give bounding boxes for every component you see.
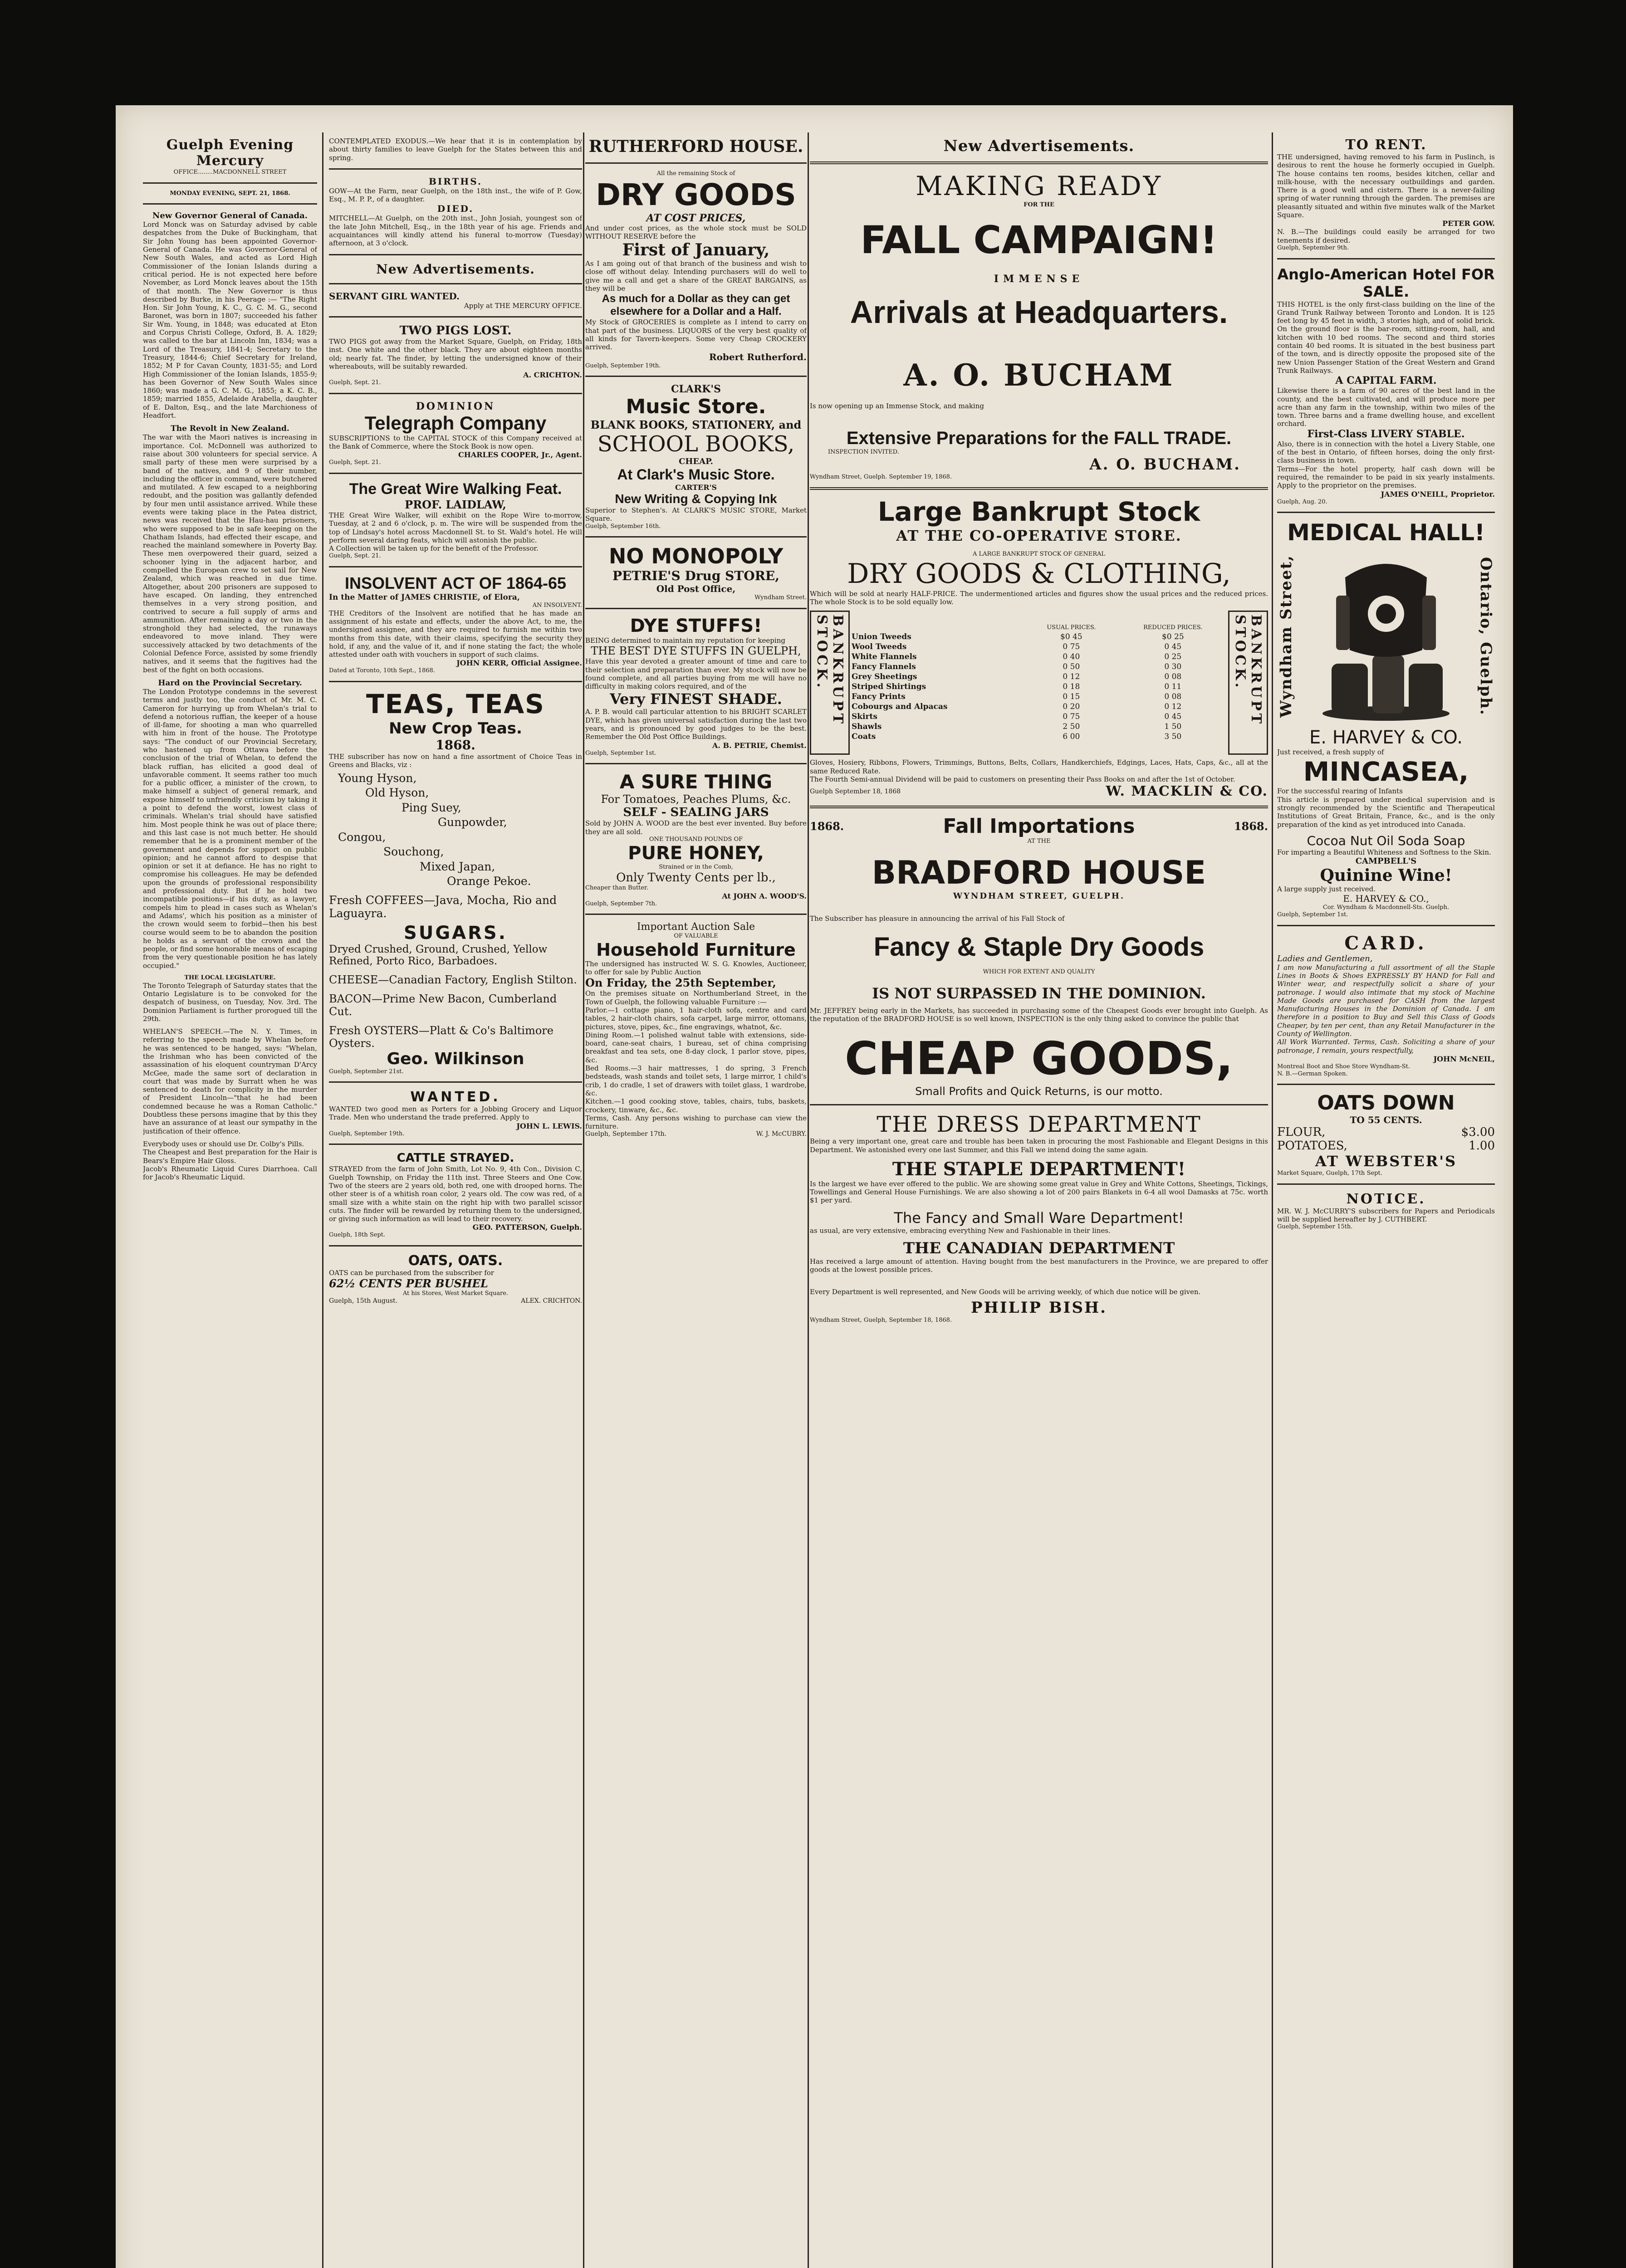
tea-item: Young Hyson,	[338, 771, 417, 785]
ad-body: A large supply just received.	[1277, 885, 1376, 894]
ad-date: Guelph, September 1st.	[585, 749, 656, 757]
ad-line: Fresh OYSTERS—Platt & Co's Baltimore Oysters.	[329, 1024, 553, 1050]
ad-body: I am now Manufacturing a full assortment of all the Staple Lines in Boots & Shoes EXPRESSLY BY HAND for Fall and Winter wear, and respectfully solicit a share of your patronage. I would also intimate that my stock of Machine Made Goods are purchased for CASH from the largest Manufacturing Houses in the Dominion of Canada. I am therefore in a position to Buy and Sell this Class of Goods Cheaper, by ten per cent, than any Retail Manufacturer in the County of Wellington.	[1277, 963, 1495, 1038]
article-body: The war with the Maori natives is increasing in importance. Col. McDonnell was authorized to raise about 300 volunteers for special service. A small party of these men were surprised by a band of the natives, and 9 of their number, including the officer in command, were butchered and mutilated. A few escaped to a neighboring redoubt, and the position was gallantly defended by four men until assistance arrived. While these events were taking place in the Patea district, news was received that the Hau-hau prisoners, who were supposed to be in safe keeping on the Chatham Islands, had effected their escape, and reached the mainland somewhere in Poverty Bay. These men overpowered their guard, seized a schooner lying in the adjacent harbor, and compelled the European crew to set sail for New Zealand, which was reached in due time. Altogether, about 200 prisoners are supposed to have escaped. On landing, they entrenched themselves in a very strong position, and contrived to secure a full supply of arms and ammunition. After remaining a day or two in the stronghold they had selected, the runaways endeavored to move inland. They were successively attacked by two detachments of the Colonial Defence Force, assisted by some friendly natives, and it seems that the fugitives had the best of the fight on both occasions.	[143, 433, 317, 674]
column-2	[329, 137, 582, 2268]
ad-body: A Collection will be taken up for the benefit of the Professor.	[329, 544, 539, 553]
ad-heading: AT THE CO-OPERATIVE STORE.	[896, 527, 1182, 545]
ad-heading: TO 55 CENTS.	[1350, 1114, 1422, 1126]
tea-item: Old Hyson,	[365, 786, 429, 800]
price-item: Skirts	[852, 712, 877, 722]
ad-title: Arrivals at Headquarters.	[850, 294, 1228, 330]
side-label: BANKRUPT STOCK.	[810, 611, 850, 755]
article-body: The London Prototype condemns in the severest terms and justly too, the conduct of Mr. M. C. Cameron for hurrying up from Whelan's trial to defend a notorious ruffian, the keeper of a house of ill-fame, for shooting a man who quarrelled with him in front of the house. The Prototype says: "The conduct of our Provincial Secretary, who hastened up from Ottawa before the conclusion of the trial of Whelan, to defend the black ruffian, has elicited a good deal of unfavorable comment. It seems rather too much for a public officer, a minister of the crown, to make himself a subject of general remark, and expose himself to unfriendly criticism by taking it a point to defend the worst, lowest class of criminals. Whelan's trial should have satisfied him. Most people think he was out of place there; and this last case is not much better. He should remember that he is a prominent member of the government and depends for support on public opinion; and he cannot afford to despise that opinion or set it at defiance. He has no right to compromise his colleagues. He may be defended upon the grounds of professional responsibility and professional duty. But if he hold two incompatible positions—if his duty, as a lawyer, compels him to plead in cases such as Whelan's and Adams', which his position as a minister of the crown would seem to forbid—then his best course would seem to be to abandon the position he holds as a servant of the crown and the people, or find some honorable means of escaping from the very questionable position he has lately occupied."	[143, 687, 317, 970]
ad-heading: CLARK'S	[671, 383, 721, 396]
ad-heading: CATTLE STRAYED.	[397, 1151, 514, 1165]
tea-item: Congou,	[338, 830, 386, 844]
ad-date: Guelph, September 9th.	[1277, 244, 1349, 251]
ad-title: DYE STUFFS!	[630, 615, 762, 636]
ad-line: BACON—Prime New Bacon, Cumberland Cut.	[329, 992, 557, 1018]
ad-title: SCHOOL BOOKS,	[597, 431, 795, 457]
ad-heading: IS NOT SURPASSED IN THE DOMINION.	[872, 984, 1206, 1002]
ad-heading: Cocoa Nut Oil Soda Soap	[1307, 833, 1465, 848]
dateline: MONDAY EVENING, SEPT. 21, 1868.	[170, 190, 290, 197]
ad-heading: On Friday, the 25th September,	[585, 976, 776, 990]
ad-heading: CHEAP.	[679, 457, 713, 467]
ad-heading: BLANK BOOKS, STATIONERY, and	[590, 418, 802, 432]
ad-signature: JAMES O'NEILL, Proprietor.	[1381, 489, 1495, 499]
ad-heading: In the Matter of JAMES CHRISTIE, of Elora,	[329, 593, 520, 602]
ad-date: Guelph, September 19th.	[329, 1130, 405, 1137]
ad-body: The Subscriber has pleasure in announcing the arrival of his Fall Stock of	[810, 914, 1065, 923]
ad-signature: JOHN KERR, Official Assignee.	[456, 659, 582, 668]
ad-body: Apply at THE MERCURY OFFICE.	[464, 301, 582, 310]
ad-body: THE Creditors of the Insolvent are notified that he has made an assignment of his estate and effects, under the above Act, to me, the undersigned assignee, and they are required to furnish me within two months from this date, with their claims, specifying the security they hold, if any, and the value of it, and if none stating the fact; the whole attested under oath with vouchers in support of such claims.	[329, 609, 582, 659]
ad-heading: A CAPITAL FARM.	[1335, 375, 1437, 387]
price-item: Grey Sheetings	[852, 672, 917, 682]
price-usual: 0 75	[1063, 642, 1080, 652]
table-row	[850, 662, 1228, 672]
ad-heading: WANTED.	[410, 1089, 501, 1105]
ad-body: All the remaining Stock of	[656, 170, 735, 177]
ad-body: OF VALUABLE	[674, 933, 718, 940]
price-reduced: 0 25	[1164, 652, 1182, 662]
ad-title: Household Furniture	[596, 939, 796, 960]
ad-title: NOTICE.	[1346, 1191, 1426, 1207]
table-row	[850, 712, 1228, 722]
tea-item: Ping Suey,	[402, 801, 461, 814]
ad-title: OATS DOWN	[1317, 1091, 1455, 1115]
ad-heading: As much for a Dollar as they can get elsewhere for a Dollar and a Half.	[602, 293, 790, 318]
ad-date: Guelph, September 17th.	[585, 1130, 667, 1138]
bankrupt-table-block	[810, 611, 1268, 755]
ad-signature: W. MACKLIN & CO.	[1106, 783, 1268, 800]
ad-body: For the successful rearing of Infants	[1277, 787, 1403, 796]
died-heading: DIED.	[437, 203, 474, 215]
ad-body: As I am going out of that branch of the business and wish to close off without delay. Intending purchasers will do well to give me a call and get a share of the GREAT BARGAINS, as they will be	[585, 259, 807, 293]
ad-title: MINCASEA,	[1303, 756, 1469, 787]
ad-date: Wyndham Street, Guelph, September 18, 1868.	[810, 1316, 952, 1324]
table-row	[850, 692, 1228, 702]
ad-body: MR. W. J. McCURRY'S subscribers for Papers and Periodicals will be supplied hereafter by J. CUTHBERT.	[1277, 1207, 1495, 1223]
ad-signature: CHARLES COOPER, Jr., Agent.	[458, 450, 582, 459]
ad-body: Mr. JEFFREY being early in the Markets, has succeeded in purchasing some of the Cheapest Goods ever brought into Guelph. As the reputation of the BRADFORD HOUSE is so well known, INSPECTION is the only thing asked to convince the public that	[810, 1006, 1268, 1023]
ad-heading: IMMENSE	[994, 273, 1084, 285]
ad-title: INSOLVENT ACT OF 1864-65	[344, 574, 567, 593]
ad-date: Guelph, September 1st.	[1277, 911, 1348, 919]
ad-heading: Important Auction Sale	[637, 921, 755, 933]
ad-signature: PHILIP BISH.	[971, 1298, 1107, 1317]
ad-body: ONE THOUSAND POUNDS OF	[649, 836, 743, 843]
ad-body: INSPECTION INVITED.	[828, 448, 899, 455]
ad-heading: New Crop Teas.	[389, 719, 522, 738]
ad-heading: Old Post Office,	[656, 583, 736, 595]
ad-body: TWO PIGS got away from the Market Square, Guelph, on Friday, 18th inst. One white and the other black. They are about eighteen months old; nearly fat. The finder, by letting the undersigned know of their whereabouts, will be suitably rewarded.	[329, 337, 582, 371]
ad-date: Guelph, September 19th.	[585, 362, 661, 369]
ad-date: Guelph, September 16th.	[585, 523, 661, 530]
ad-body: as usual, are very extensive, embracing everything New and Fashionable in their lines.	[810, 1226, 1111, 1235]
ad-body: Cor. Wyndham & Macdonnell-Sts. Guelph.	[1322, 904, 1450, 911]
ad-title: MAKING READY	[916, 171, 1162, 201]
ad-signature: At JOHN A. WOOD'S.	[722, 891, 807, 900]
ad-body: Being a very important one, great care and trouble has been taken in procuring the most Fashionable and Elegant Designs in this Department. We astonished every one last Summer, and this Fall we intend doing the same again.	[810, 1137, 1268, 1154]
price-usual: 0 12	[1063, 672, 1080, 682]
year-label: 1868.	[1234, 820, 1268, 833]
ad-heading: THE CANADIAN DEPARTMENT	[903, 1239, 1175, 1258]
price-item: Fancy Prints	[852, 692, 906, 702]
tea-item: Souchong,	[383, 845, 444, 859]
article-body: Lord Monck was on Saturday advised by cable despatches from the Duke of Buckingham, that Sir John Young has been appointed Governor-General of Canada. He was Governor-General of New South Wales, and acted as Lord High Commissioner of the Ionian Islands during a critical period. He is not expected here before November, as Lord Monck leaves about the 15th of that month. The New Governor is thus described by Burke, in his Peerage :— "The Right Hon. Sir John Young, K. C., G. C. M. G., second Baronet, was born in 1807; succeeded his father Sir Wm. Young, in 1848; was educated at Eton and Corpus Christi College, Oxford, B. A. 1829; was called to the bar at Lincoln Inn, 1834; was a Lord of the Treasury, 1841-4; Secretary to the Treasury, 1844-6; Chief Secretary for Ireland, 1852; M P for Cavan County, 1831-55; and Lord High Commissioner of the Ionian Islands, 1855-9; has been Governor of New South Wales since 1860; was made a G. C. M. G., 1855; a K. C. B., 1859; married 1855, Adelaide Arabella, daughter of E. Dalton, Esq., and the late Marchioness of Headfort.	[143, 220, 317, 420]
article-heading: New Governor General of Canada.	[152, 211, 308, 221]
section-heading: New Advertisements.	[943, 137, 1135, 155]
ad-body: The undersigned has instructed W. S. G. Knowles, Auctioneer, to offer for sale by Public Auction	[585, 959, 807, 977]
ad-title: NO MONOPOLY	[608, 544, 784, 569]
newspaper-page	[116, 105, 1513, 2268]
article-body: WHELAN'S SPEECH.—The N. Y. Times, in referring to the speech made by Whelan before he was sentenced to be hanged, says: "Whelan, the Irishman who has been convicted of the assassination of his eloquent countryman D'Arcy McGee, made the same sort of declaration in court that was made by Surratt when he was sentenced to death for complicity in the murder of President Lincoln—"that he had been condemned because he was a Roman Catholic." Doubtless these persons imagine that by this they have an assurance of at least our sympathy in the justification of their offence.	[143, 1027, 317, 1135]
ad-heading: THE DRESS DEPARTMENT	[877, 1112, 1201, 1138]
table-row	[850, 732, 1228, 742]
ad-title: Large Bankrupt Stock	[877, 496, 1200, 528]
column-rule	[583, 132, 584, 2268]
ad-heading: For Tomatoes, Peaches Plums, &c.	[601, 793, 791, 806]
masthead: Guelph Evening Mercury	[166, 137, 294, 169]
ad-date: Guelph, Sept. 21.	[329, 459, 381, 466]
price-reduced: 0 08	[1164, 692, 1182, 702]
price-item: Fancy Flannels	[852, 662, 916, 672]
article-body: The Toronto Telegraph of Saturday states that the Ontario Legislature is to be convoked for the despatch of business, on Tuesday, Nov. 3rd. The Dominion Parliament is further prorogued till the 29th.	[143, 981, 317, 1023]
ad-body: AT THE	[1027, 838, 1051, 845]
ad-body: Parlor.—1 cottage piano, 1 hair-cloth sofa, centre and card tables, 2 hair-cloth chairs, sofa carpet, large mirror, ottomans, pictures, stove, pipes, &c., fine engravings, whatnot, &c.	[585, 1006, 807, 1031]
article-heading: Hard on the Provincial Secretary.	[158, 678, 302, 688]
ad-date: Guelph, Aug. 20.	[1277, 498, 1327, 505]
ad-body: The Fourth Semi-annual Dividend will be paid to customers on presenting their Pass Books on and after the 1st of October.	[810, 775, 1235, 783]
side-label: BANKRUPT STOCK.	[1228, 611, 1268, 755]
tea-list	[329, 769, 582, 891]
price-item: Striped Shirtings	[852, 682, 926, 692]
ad-body: A. P. B. would call particular attention to his BRIGHT SCARLET DYE, which has given universal satisfaction during the last two years, and is pronounced by good judges to be the best. Remember the Old Post Office Buildings.	[585, 708, 807, 741]
ad-date: Wyndham Street, Guelph. September 19, 1868.	[810, 474, 952, 481]
ad-heading: SELF - SEALING JARS	[623, 806, 769, 820]
ad-title: Telegraph Company	[364, 412, 547, 434]
ad-heading: First of January,	[622, 240, 770, 260]
ad-date: Guelph, 15th August.	[329, 1297, 398, 1305]
ad-date: Guelph, Sept. 21.	[329, 379, 381, 386]
ad-body: Kitchen.—1 good cooking stove, tables, chairs, tubs, baskets, crockery, tinware, &c., &c.	[585, 1097, 807, 1114]
table-row	[850, 682, 1228, 692]
ad-heading: The Fancy and Small Ware Department!	[894, 1209, 1184, 1227]
article-body: The Cheapest and Best preparation for the Hair is Bears's Empire Hair Gloss.	[143, 1148, 317, 1165]
price-reduced: 0 08	[1164, 672, 1182, 682]
price-usual: 2 50	[1063, 722, 1080, 732]
ad-signature: W. J. McCUBRY.	[756, 1130, 807, 1138]
table-header: REDUCED PRICES.	[1143, 624, 1203, 631]
ad-body: STRAYED from the farm of John Smith, Lot No. 9, 4th Con., Division C, Guelph Township, on Friday the 11th inst. Three Steers and One Cow. Two of the steers are 2 years old, both red, one with drooped horns. The other steer is of a whitish roan color, 2 years old. The cow was red, of a small size with a white stain on the right hip with two parallel scissor cuts. The finder will be rewarded by returning them to the undersigned, or giving such information as will lead to their recovery.	[329, 1165, 582, 1223]
side-label: Ontario, Guelph.	[1477, 557, 1495, 716]
ad-heading: Ladies and Gentlemen,	[1277, 953, 1373, 963]
ad-heading: First-Class LIVERY STABLE.	[1307, 428, 1465, 440]
year-label: 1868.	[810, 820, 844, 833]
ad-body: Terms—For the hotel property, half cash down will be required, the remainder to be paid in six yearly instalments. Apply to the proprietor on the premises.	[1277, 464, 1495, 490]
column-4	[810, 137, 1268, 2268]
price-usual: 0 75	[1063, 712, 1080, 722]
price-item: Shawls	[852, 722, 882, 732]
ad-signature: Geo. Wilkinson	[387, 1049, 524, 1068]
column-rule	[1272, 132, 1273, 2268]
ad-signature: PETER GOW.	[1442, 219, 1495, 228]
ad-signature: ALEX. CRICHTON.	[521, 1297, 582, 1305]
ad-heading: THE STAPLE DEPARTMENT!	[892, 1158, 1186, 1180]
column-rule	[322, 132, 323, 2268]
ad-heading: Quinine Wine!	[1320, 866, 1452, 885]
ad-heading: Small Profits and Quick Returns, is our motto.	[915, 1085, 1163, 1098]
price-usual: $0 45	[1060, 632, 1082, 642]
ad-body: This article is prepared under medical supervision and is strongly recommended by the Scientific and Therapeutical Institutions of Great Britain, France, &c., and is the only preparation of the kind as yet introduced into Canada.	[1277, 795, 1495, 829]
table-row	[850, 652, 1228, 662]
side-label: Wyndham Street,	[1277, 555, 1295, 718]
ad-body: WHICH FOR EXTENT AND QUALITY	[983, 968, 1095, 976]
ad-body: Wyndham Street.	[754, 594, 807, 601]
ad-title: CHEAP GOODS,	[844, 1032, 1233, 1085]
price-usual: 0 15	[1063, 692, 1080, 702]
ad-title: A. O. BUCHAM	[903, 357, 1175, 393]
ad-body: Dining Room.—1 polished walnut table with extensions, side-board, cane-seat chairs, 1 bureau, set of china comprising breakfast and tea sets, one 8-day clock, 1 parlor stove, pipes, &c.	[585, 1031, 807, 1064]
ad-date: Guelph, September 7th.	[585, 900, 657, 907]
ad-date: Guelph, September 15th.	[1277, 1223, 1353, 1231]
death-notice: MITCHELL—At Guelph, on the 20th inst., John Josiah, youngest son of the late John Mitchell, Esq., in the 18th year of his age. Friends and acquaintances will kindly attend his funeral to-morrow (Tuesday) afternoon, at 3 o'clock.	[329, 214, 582, 248]
ad-title: FALL CAMPAIGN!	[860, 217, 1218, 262]
price-reduced: 3 50	[1164, 732, 1182, 742]
ad-date: Guelph, 18th Sept.	[329, 1232, 386, 1239]
ad-body: Terms, Cash. Any persons wishing to purchase can view the furniture.	[585, 1114, 807, 1131]
tea-item: Mixed Japan,	[420, 860, 495, 873]
column-3	[585, 137, 807, 2268]
article-body: Everybody uses or should use Dr. Colby's Pills.	[143, 1139, 304, 1148]
price-item: Wool Tweeds	[852, 642, 907, 652]
ad-date: Market Square, Guelph, 17th Sept.	[1277, 1170, 1382, 1177]
ad-body: BEING determined to maintain my reputation for keeping	[585, 636, 785, 645]
ad-title: BRADFORD HOUSE	[872, 854, 1206, 891]
office-line: OFFICE........MACDONNELL STREET	[173, 169, 287, 176]
ad-body: FOR THE	[1024, 201, 1054, 208]
ad-signature: Robert Rutherford.	[709, 351, 807, 362]
ad-body: Is now opening up an Immense Stock, and making	[810, 401, 984, 410]
article-heading: THE LOCAL LEGISLATURE.	[184, 974, 276, 982]
price-item: White Flannels	[852, 652, 917, 662]
ad-body: A LARGE BANKRUPT STOCK OF GENERAL	[972, 551, 1106, 558]
ad-heading: SUGARS.	[404, 922, 507, 943]
ad-body: On the premises situate on Northumberland Street, in the Town of Guelph, the following valuable Furniture :—	[585, 989, 807, 1006]
ad-body: At his Stores, West Market Square.	[402, 1290, 509, 1297]
price-reduced: 0 45	[1164, 642, 1182, 652]
ad-body: Which will be sold at nearly HALF-PRICE. The undermentioned articles and figures show the usual prices and the reduced prices. The whole Stock is to be sold equally low.	[810, 589, 1268, 606]
medical-hall-illustration	[1277, 546, 1495, 727]
column-1	[143, 137, 317, 2268]
table-row	[850, 722, 1228, 732]
ad-heading: New Writing & Copying Ink	[615, 492, 777, 506]
ad-title: DRY GOODS	[596, 177, 796, 212]
price-usual: 0 20	[1063, 702, 1080, 712]
ad-body: WANTED two good men as Porters for a Jobbing Grocery and Liquor Trade. Men who understand the trade preferred. Apply to	[329, 1105, 582, 1122]
ad-body: All Work Warranted. Terms, Cash. Soliciting a share of your patronage, I remain, yours respectfully,	[1277, 1038, 1495, 1055]
ad-signature: JOHN McNEIL,	[1433, 1054, 1495, 1063]
ad-line: Dryed Crushed, Ground, Crushed, Yellow Refined, Porto Rico, Barbadoes.	[329, 943, 548, 967]
price-usual: 0 50	[1063, 662, 1080, 672]
price-item: Cobourgs and Alpacas	[852, 702, 948, 712]
ad-body: Have this year devoted a greater amount of time and care to their selection and preparation than ever. My stock will now be found complete, and all parties buying from me will have no difficulty in making colors required, and of the	[585, 657, 807, 691]
ad-date: Guelph, September 21st.	[329, 1068, 404, 1075]
price-reduced: $0 25	[1161, 632, 1184, 642]
fall-importations-header	[810, 815, 1268, 838]
ad-price: 62½ CENTS PER BUSHEL	[329, 1277, 488, 1290]
price-usual: 6 00	[1063, 732, 1080, 742]
ad-title: Anglo-American Hotel FOR SALE.	[1277, 265, 1495, 300]
ad-title: RUTHERFORD HOUSE.	[588, 137, 803, 156]
ad-title: TEAS, TEAS	[366, 688, 545, 719]
ad-body: Strained or in the Comb,	[659, 864, 733, 871]
column-rule	[808, 132, 809, 2268]
ad-line: CHEESE—Canadian Factory, English Stilton.	[329, 973, 577, 986]
tea-item: Orange Pekoe.	[447, 875, 531, 888]
ad-body: Likewise there is a farm of 90 acres of the best land in the county, and the best cultivated, and will produce more per acre than any farm in the township, within two miles of the town. Three barns and a frame dwelling house, and excellent orchard.	[1277, 386, 1495, 428]
ad-body: THIS HOTEL is the only first-class building on the line of the Grand Trunk Railway between Toronto and London. It is 125 feet long by 45 feet in width, 3 stories high, and of solid brick. On the ground floor is the bar-room, sitting-room, hall, and kitchen with 10 bed rooms. The second and third stories contain 40 bed rooms. It is situated in the best business part of the town, and is directly opposite the proposed site of the new Union Passenger Station of the Great Western and Grand Trunk Railways.	[1277, 300, 1495, 375]
ad-title: PURE HONEY,	[628, 843, 764, 864]
ad-title: Fall Importations	[943, 815, 1135, 838]
apothecary-jars-icon	[1318, 550, 1454, 723]
ad-signature: JOHN L. LEWIS.	[516, 1121, 582, 1130]
ad-body: N. B.—German Spoken.	[1277, 1070, 1348, 1077]
ad-date: Guelph, Sept. 21.	[329, 552, 381, 560]
ad-heading: AT COST PRICES,	[646, 212, 746, 224]
ad-heading: 1868.	[436, 737, 475, 753]
price-item: Coats	[852, 732, 876, 742]
ad-heading: DOMINION	[416, 400, 495, 412]
ad-body: OATS can be purchased from the subscriber for	[329, 1269, 495, 1277]
price-item: Union Tweeds	[852, 632, 911, 642]
table-row	[850, 702, 1228, 712]
table-row	[850, 672, 1228, 682]
ad-line: Fresh COFFEES—Java, Mocha, Rio and Laguayra.	[329, 893, 557, 920]
news-item: CONTEMPLATED EXODUS.—We hear that it is in contemplation by about thirty families to leave Guelph for the States between this and spring.	[329, 137, 582, 162]
price-label: POTATOES,	[1277, 1139, 1347, 1153]
price-label: FLOUR,	[1277, 1125, 1326, 1139]
ad-title: Music Store.	[626, 395, 766, 419]
ad-heading: CAMPBELL'S	[1355, 856, 1417, 866]
ad-body: SUBSCRIPTIONS to the CAPITAL STOCK of this Company received at the Bank of Commerce, where the Stock Book is now open.	[329, 434, 582, 451]
births-heading: BIRTHS.	[428, 176, 482, 187]
price-reduced: 1 50	[1164, 722, 1182, 732]
ad-title: Fancy & Staple Dry Goods	[873, 932, 1205, 962]
ad-signature: A. B. PETRIE, Chemist.	[712, 741, 807, 750]
ad-signature: A. O. BUCHAM.	[1089, 455, 1241, 474]
ad-heading: THE BEST DYE STUFFS IN GUELPH,	[591, 645, 801, 658]
ad-title: MEDICAL HALL!	[1287, 519, 1485, 546]
ad-body: THE undersigned, having removed to his farm in Puslinch, is desirous to rent the house he formerly occupied in Guelph. The house contains ten rooms, besides kitchen, cellar and milk-house, with the necessary outbuildings and garden. There is a good well and cistern. There is a never-failing spring of water running through the garden. The premises are pleasantly situated and within five minutes walk of the Market Square.	[1277, 153, 1495, 220]
price-reduced: 0 45	[1164, 712, 1182, 722]
ad-body: Also, there is in connection with the hotel a Livery Stable, one of the best in Ontario, of fifteen horses, doing the only first-class business in town.	[1277, 440, 1495, 465]
ad-heading: AT WEBSTER'S	[1315, 1153, 1457, 1170]
ad-heading: E. HARVEY & CO.	[1309, 727, 1463, 748]
ad-body: Is the largest we have ever offered to the public. We are showing some great value in Grey and White Cottons, Sheetings, Tickings, Towellings and General House Furnishings. We are also showing a lot of 200 pairs Blankets in 6-4 all wool Damasks at 75c. worth $1 per yard.	[810, 1179, 1268, 1205]
table-row	[850, 642, 1228, 652]
ad-heading: WYNDHAM STREET, GUELPH.	[953, 891, 1125, 901]
ad-heading: Extensive Preparations for the FALL TRADE.	[846, 428, 1232, 448]
tea-item: Gunpowder,	[438, 816, 507, 829]
price-reduced: 0 11	[1164, 682, 1182, 692]
ad-heading: AN INSOLVENT.	[532, 602, 582, 609]
ad-heading: TWO PIGS LOST.	[399, 323, 512, 337]
ad-signature: GEO. PATTERSON, Guelph.	[472, 1223, 582, 1232]
ad-heading: SERVANT GIRL WANTED.	[329, 290, 460, 302]
price-value: 1.00	[1469, 1139, 1495, 1153]
price-usual: 0 18	[1063, 682, 1080, 692]
price-table	[850, 624, 1228, 742]
ad-title: CARD.	[1344, 932, 1428, 954]
ad-heading: Only Twenty Cents per lb.,	[616, 870, 776, 885]
ad-body: My Stock of GROCERIES is complete as I intend to carry on that part of the business. LIQUORS of the very best quality of all kinds for Tavern-keepers. Some very Cheap CROCKERY arrived.	[585, 318, 807, 352]
price-reduced: 0 30	[1164, 662, 1182, 672]
ad-body: Has received a large amount of attention. Having bought from the best manufacturers in the Province, we are prepared to offer goods at the lowest possible prices.	[810, 1257, 1268, 1274]
ad-signature: E. HARVEY & CO.,	[1343, 893, 1429, 904]
ad-body: Superior to Stephen's. At CLARK'S MUSIC STORE, Market Square.	[585, 506, 807, 523]
table-header: USUAL PRICES.	[1047, 624, 1096, 631]
price-reduced: 0 12	[1164, 702, 1182, 712]
ad-body: THE Great Wire Walker, will exhibit on the Rope Wire to-morrow, Tuesday, at 2 and 6 o'clock, p. m. The wire will be suspended from the top of Lindsay's hotel across Macdonnell St. to St. Wald's hotel. He will perform several daring feats, which will astonish the public.	[329, 511, 582, 544]
ad-heading: At Clark's Music Store.	[617, 466, 775, 483]
ad-title: The Great Wire Walking Feat.	[349, 480, 562, 498]
ad-body: Just received, a fresh supply of	[1277, 748, 1384, 757]
ad-signature: A. CRICHTON.	[523, 371, 582, 380]
article-heading: The Revolt in New Zealand.	[171, 424, 289, 434]
ad-title: DRY GOODS & CLOTHING,	[847, 557, 1231, 590]
ad-date: Guelph September 18, 1868	[810, 787, 901, 795]
ad-body: And under cost prices, as the whole stock must be SOLD WITHOUT RESERVE before the	[585, 224, 807, 240]
ad-title: A SURE THING	[619, 771, 773, 793]
ad-body: THE subscriber has now on hand a fine assortment of Choice Teas in Greens and Blacks, viz :	[329, 752, 582, 769]
ad-body: Sold by JOHN A. WOOD are the best ever invented. Buy before they are all sold.	[585, 819, 807, 836]
price-usual: 0 40	[1063, 652, 1080, 662]
ad-heading: OATS, OATS.	[408, 1253, 503, 1269]
section-heading: New Advertisements.	[376, 261, 535, 277]
ad-title: TO RENT.	[1345, 137, 1427, 153]
ad-body: Cheaper than Butter.	[585, 884, 648, 891]
ad-body: For imparting a Beautiful Whiteness and Softness to the Skin.	[1277, 848, 1491, 856]
table-row	[850, 632, 1228, 642]
ad-date: Dated at Toronto, 10th Sept., 1868.	[329, 667, 435, 675]
ad-heading: Very FINEST SHADE.	[610, 690, 782, 708]
ad-body: Gloves, Hosiery, Ribbons, Flowers, Trimmings, Buttons, Belts, Collars, Handkerchiefs, Edgings, Laces, Hats, Caps, &c., all at the same Reduced Rate.	[810, 758, 1268, 775]
ad-body: Every Department is well represented, and New Goods will be arriving weekly, of which due notice will be given.	[810, 1287, 1201, 1296]
ad-body: N. B.—The buildings could easily be arranged for two tenements if desired.	[1277, 228, 1495, 244]
column-5	[1277, 137, 1495, 2268]
price-value: $3.00	[1461, 1125, 1495, 1139]
ad-heading: PROF. LAIDLAW,	[405, 498, 506, 511]
ad-body: Montreal Boot and Shoe Store Wyndham-St.	[1277, 1063, 1410, 1070]
ad-heading: PETRIE'S Drug STORE,	[612, 568, 779, 584]
births-notice: GOW—At the Farm, near Guelph, on the 18th inst., the wife of P. Gow, Esq., M. P. P., of a daughter.	[329, 186, 582, 204]
ad-body: Bed Rooms.—3 hair mattresses, 1 do spring, 3 French bedsteads, wash stands and toilet sets, 1 large mirror, 1 child's crib, 1 do cradle, 1 set of drawers with toilet glass, 1 wardrobe, &c.	[585, 1064, 807, 1097]
ad-heading: CARTER'S	[675, 483, 717, 492]
article-body: Jacob's Rheumatic Liquid Cures Diarrhoea. Call for Jacob's Rheumatic Liquid.	[143, 1164, 317, 1182]
